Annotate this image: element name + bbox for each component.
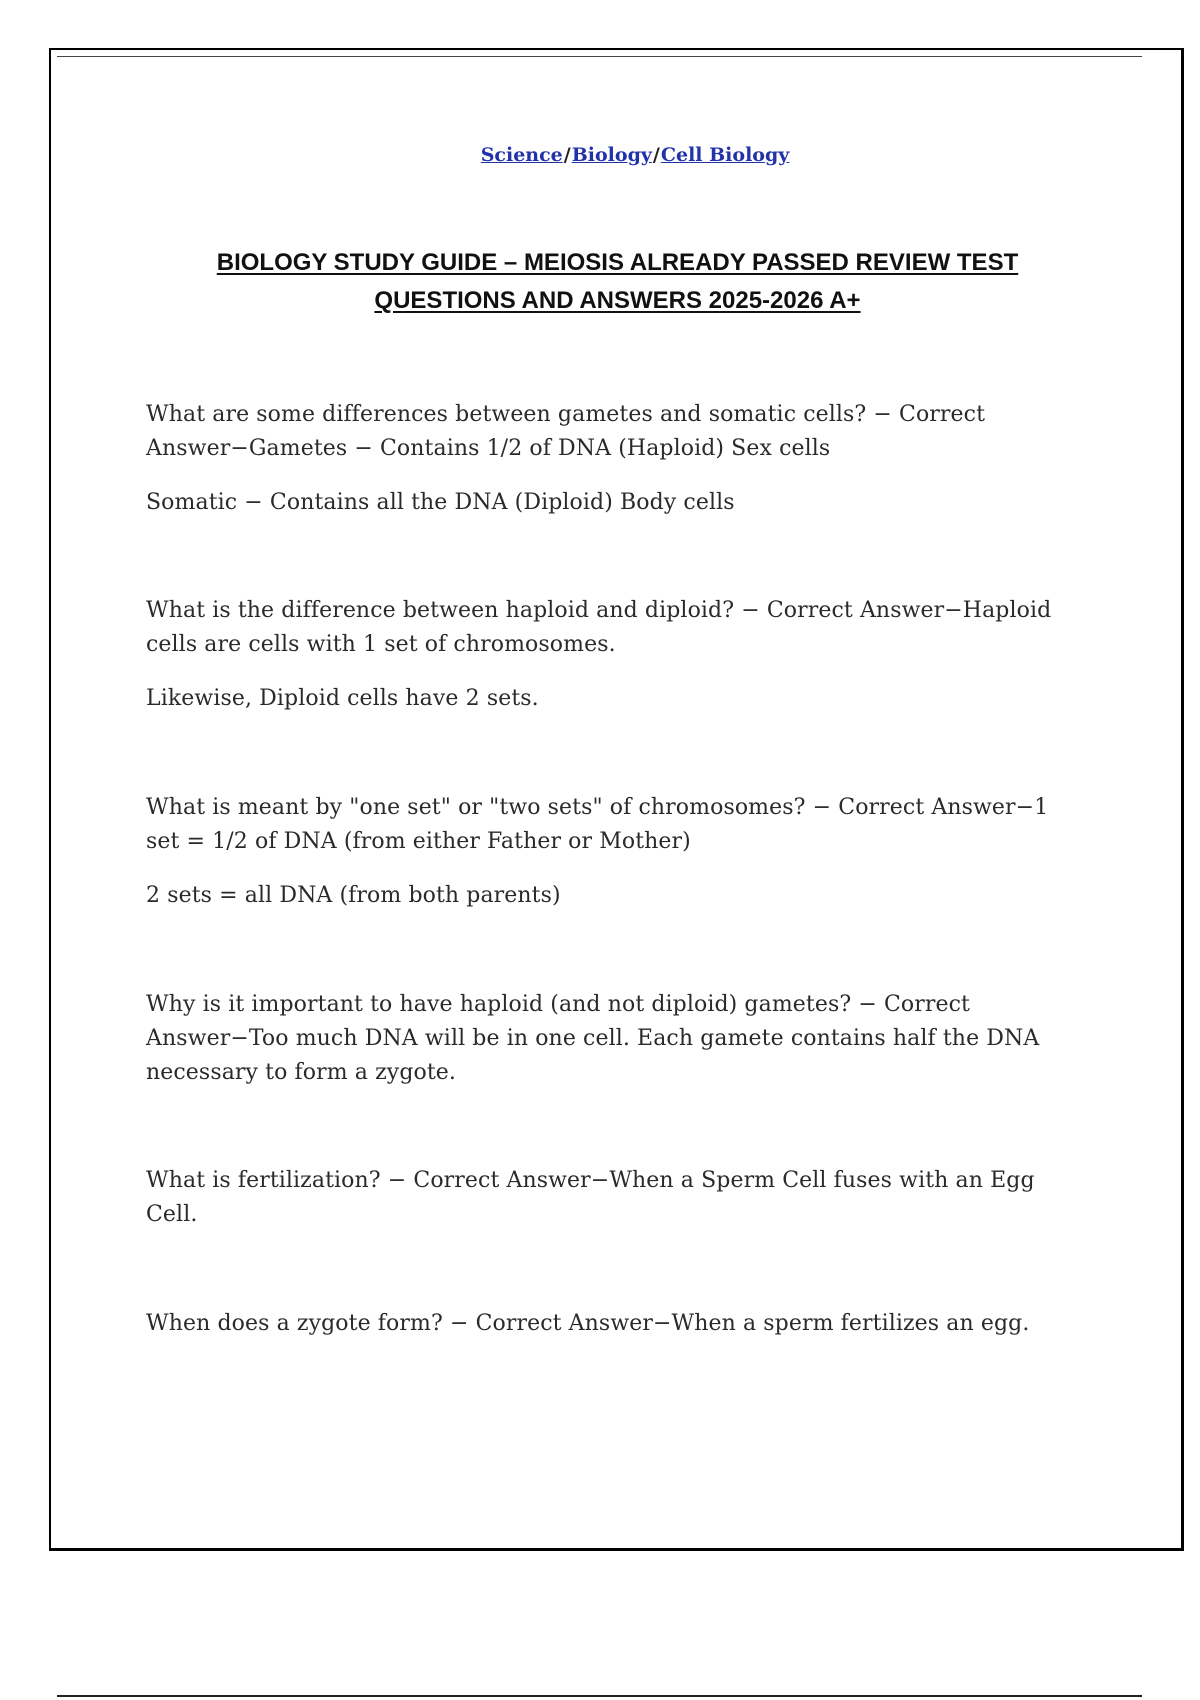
document-title-line-2: QUESTIONS AND ANSWERS 2025-2026 A+ — [374, 287, 861, 314]
qa-item — [146, 1164, 1081, 1232]
qa-item — [146, 1307, 1081, 1341]
qa-item — [146, 988, 1081, 1090]
document-title — [150, 244, 1085, 320]
qa-item — [146, 791, 1081, 913]
qa-item — [146, 594, 1081, 716]
qa-paragraph: When does a zygote form? − Correct Answer−When a sperm fertilizes an egg. — [146, 1311, 1030, 1336]
qa-paragraph: 2 sets = all DNA (from both parents) — [146, 883, 561, 908]
qa-item — [146, 398, 1081, 520]
qa-paragraph: Likewise, Diploid cells have 2 sets. — [146, 686, 539, 711]
qa-paragraph: What are some differences between gametes and somatic cells? − Correct Answer−Gametes − Contains 1/2 of DNA (Haploid) Sex cells — [146, 402, 986, 461]
breadcrumb-separator: / — [652, 144, 660, 166]
breadcrumb-link-science[interactable]: Science — [480, 144, 563, 166]
breadcrumb — [0, 144, 1200, 166]
qa-paragraph: What is meant by "one set" or "two sets" of chromosomes? − Correct Answer−1 set = 1/2 of DNA (from either Father or Mother) — [146, 795, 1049, 854]
qa-paragraph: What is fertilization? − Correct Answer−When a Sperm Cell fuses with an Egg Cell. — [146, 1168, 1035, 1227]
qa-paragraph: What is the difference between haploid and diploid? − Correct Answer−Haploid cells are cells with 1 set of chromosomes. — [146, 598, 1052, 657]
document-title-line-1: BIOLOGY STUDY GUIDE – MEIOSIS ALREADY PASSED REVIEW TEST — [216, 249, 1019, 276]
qa-paragraph: Somatic − Contains all the DNA (Diploid) Body cells — [146, 490, 735, 515]
qa-paragraph: Why is it important to have haploid (and not diploid) gametes? − Correct Answer−Too much DNA will be in one cell. Each gamete contains half the DNA necessary to form a zygote. — [146, 992, 1040, 1085]
breadcrumb-link-biology[interactable]: Biology — [571, 144, 652, 166]
breadcrumb-separator: / — [563, 144, 571, 166]
breadcrumb-link-cell-biology[interactable]: Cell Biology — [660, 144, 790, 166]
next-page-top-rule — [57, 1695, 1142, 1697]
